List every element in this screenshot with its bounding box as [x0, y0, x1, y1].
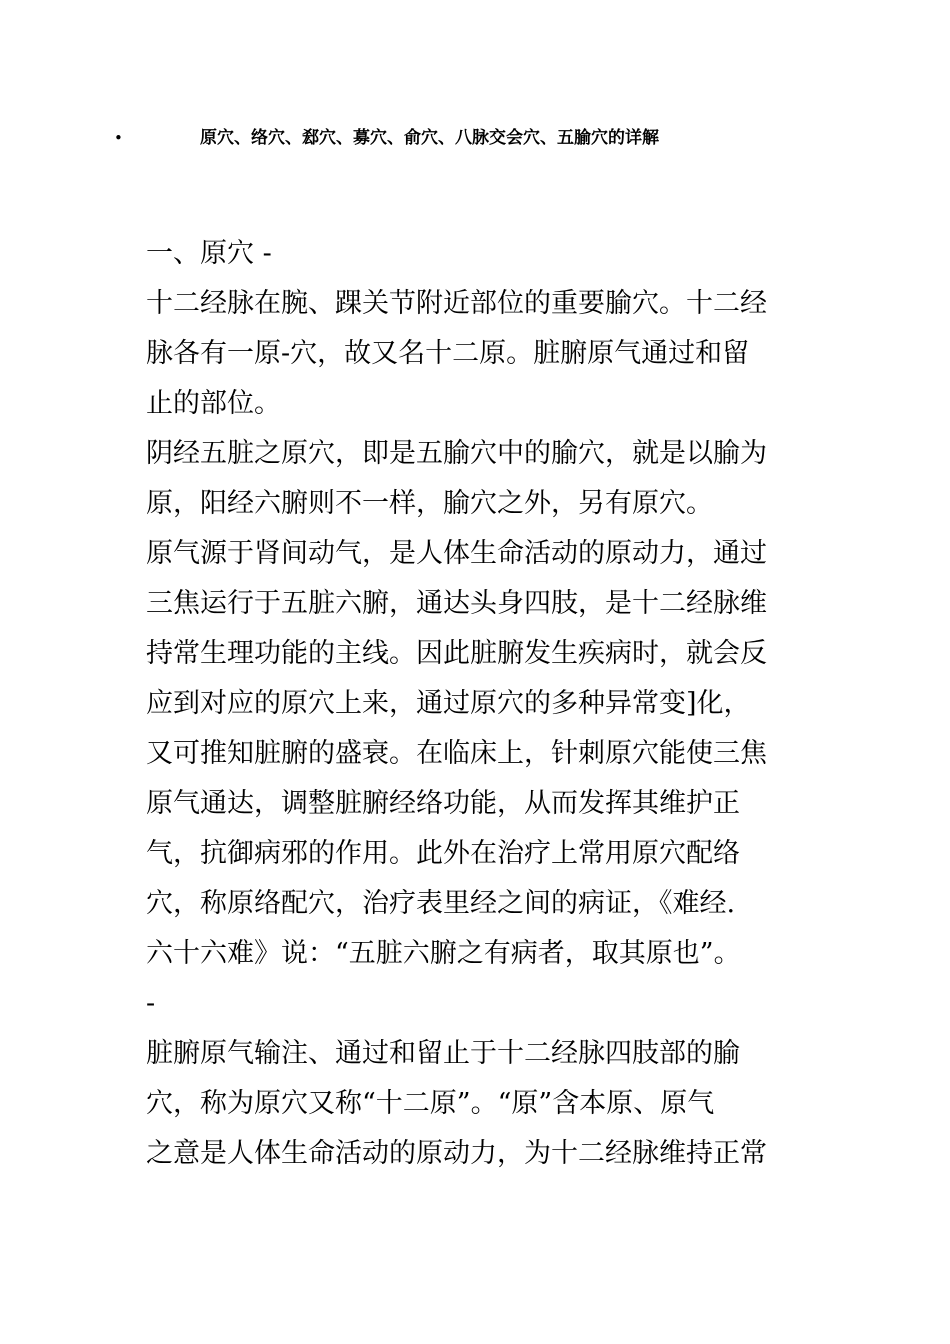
text-line: 之意是人体生命活动的原动力，为十二经脉维持正常: [146, 1138, 767, 1169]
text-line: 持常生理功能的主线。因此脏腑发生疾病时，就会反: [146, 638, 767, 669]
text-line: -: [146, 988, 156, 1019]
text-line: 穴，称原络配穴，治疗表里经之间的病证，《难经.: [146, 888, 736, 919]
text-line: 原，阳经六腑则不一样，腧穴之外，另有原穴。: [146, 488, 713, 519]
text-line: 原气通达，调整脏腑经络功能，从而发挥其维护正: [146, 788, 740, 819]
text-line: 六十六难》说：“五脏六腑之有病者，取其原也”。: [146, 938, 741, 969]
section-heading: 一、原穴 -: [146, 238, 272, 269]
text-line: 原气源于肾间动气，是人体生命活动的原动力，通过: [146, 538, 767, 569]
text-line: 阴经五脏之原穴，即是五腧穴中的腧穴，就是以腧为: [146, 438, 767, 469]
body-text: [146, 229, 826, 1179]
text-line: 又可推知脏腑的盛衰。在临床上，针刺原穴能使三焦: [146, 738, 767, 769]
text-line: 十二经脉在腕、踝关节附近部位的重要腧穴。十二经: [146, 288, 767, 319]
text-line: 止的部位。: [146, 388, 281, 419]
text-line: 应到对应的原穴上来，通过原穴的多种异常变]化，: [146, 688, 751, 719]
document-title: 原穴、络穴、郄穴、募穴、俞穴、八脉交会穴、五腧穴的详解: [200, 128, 659, 148]
text-line: 脏腑原气输注、通过和留止于十二经脉四肢部的腧: [146, 1038, 740, 1069]
text-line: 脉各有一原-穴，故又名十二原。脏腑原气通过和留: [146, 338, 750, 369]
text-line: 穴，称为原穴又称“十二原”。“原”含本原、原气: [146, 1088, 715, 1119]
text-line: 气，抗御病邪的作用。此外在治疗上常用原穴配络: [146, 838, 740, 869]
text-line: 三焦运行于五脏六腑，通达头身四肢，是十二经脉维: [146, 588, 767, 619]
list-bullet: •: [114, 129, 123, 147]
